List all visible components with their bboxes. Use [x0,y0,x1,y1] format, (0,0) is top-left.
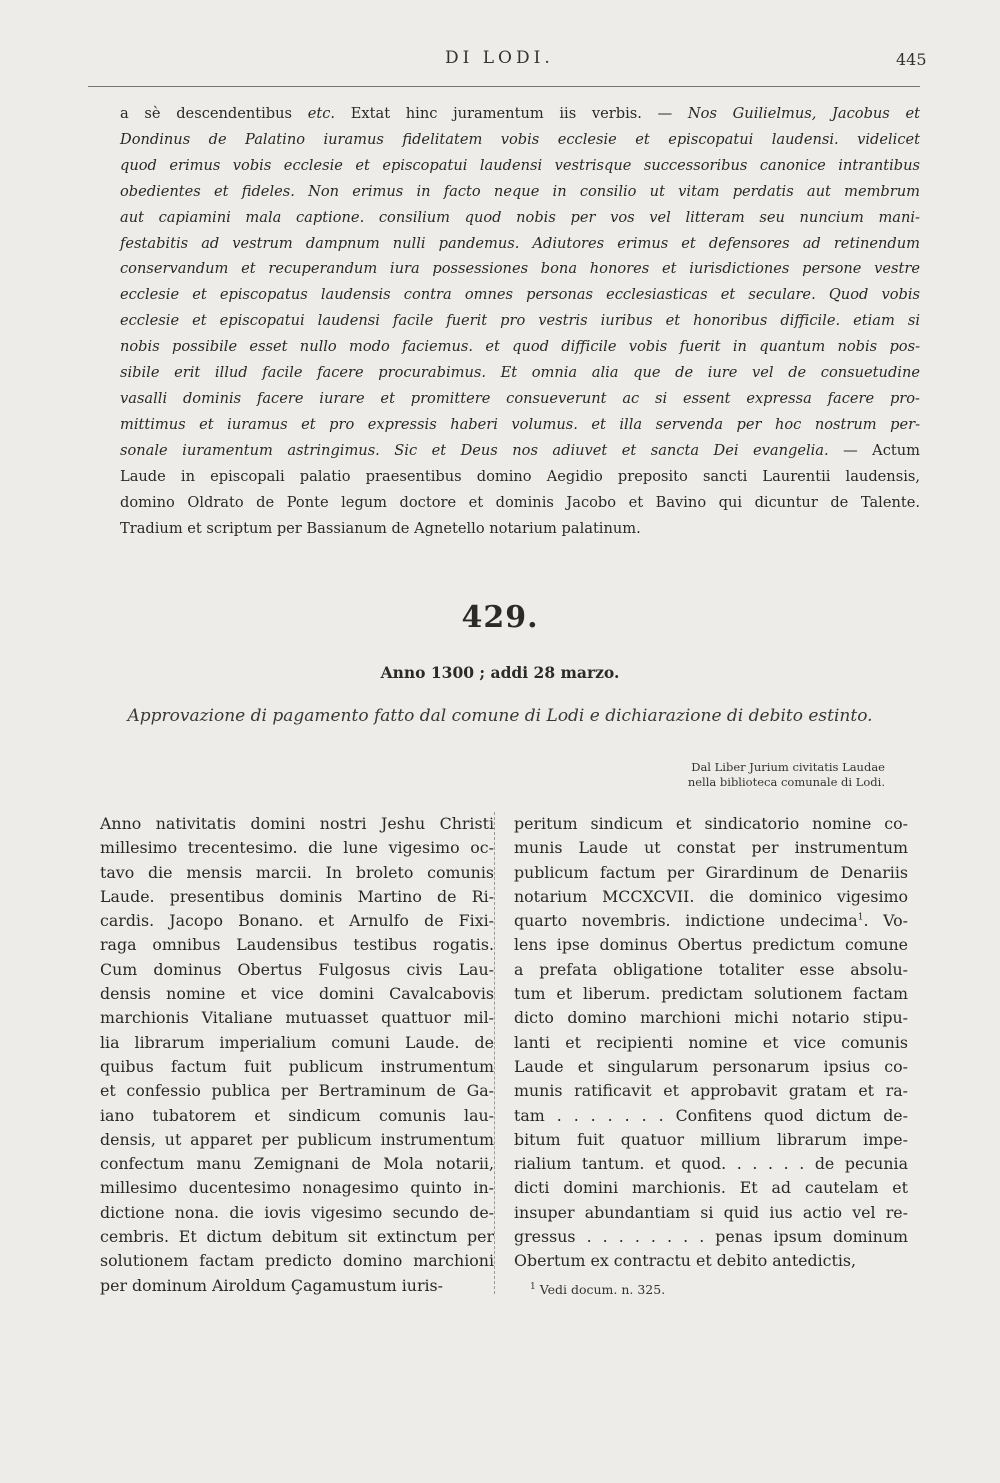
text-line: solutionem factam predicto domino marchioni [100,1251,494,1271]
text-run: Tradium et scriptum per Bassianum de Agnetello notarium palatinum. [120,519,641,537]
text-run: Laude in episcopali palatio praesentibus domino Aegidio preposito sancti Laurentii laudensis, [120,467,920,485]
text-line: tam . . . . . . . Confitens quod dictum de- [514,1105,908,1125]
header-rule [88,86,920,87]
text-line [120,101,920,127]
text-line: Obertum ex contractu et debito antedictis, [514,1251,857,1271]
carry-over-text [120,101,920,541]
text-run: vasalli dominis facere iurare et promittere consueverunt ac si essent expressa facere pro- [120,389,920,407]
text-line [120,153,920,179]
text-run: . Vo- [863,911,908,931]
text-line: cardis. Jacopo Bonano. et Arnulfo de Fixi- [100,911,494,931]
text-line [120,334,920,360]
text-line: densis nomine et vice domini Cavalcabovis [100,984,494,1004]
document-number: 429. [461,600,539,635]
footnote-reference: 1 [857,912,864,923]
text-line: Laude et singularum personarum ipsius co- [514,1056,908,1076]
text-run: aut capiamini mala captione. consilium quod nobis per vos vel litteram seu nuncium mani- [120,208,920,226]
text-line: dicto domino marchioni michi notario stipu- [514,1008,908,1028]
text-run: obedientes et fideles. Non erimus in facto neque in consilio ut vitam perdatis aut membrum [120,182,920,200]
running-title: DI LODI. [445,48,554,68]
document-date: Anno 1300 ; addi 28 marzo. [380,663,620,682]
text-line: insuper abundantiam si quid ius actio vel re- [514,1202,908,1222]
text-line: dicti domini marchionis. Et ad cautelam et [514,1178,908,1198]
text-line: Cum dominus Obertus Fulgosus civis Lau- [100,959,494,979]
text-line [120,464,920,490]
text-run: etc. [307,105,336,122]
text-line [120,127,920,153]
text-line: rialium tantum. et quod. . . . . . de pecunia [514,1154,908,1174]
text-line [120,386,920,412]
text-line [120,438,920,464]
text-line [120,231,920,257]
text-line: millesimo trecentesimo. die lune vigesimo oc- [100,838,494,858]
text-line [120,256,920,282]
text-line: bitum fuit quatuor millium librarum impe- [514,1129,908,1149]
text-line: tum et liberum. predictam solutionem factam [514,984,908,1004]
text-line: Laude. presentibus dominis Martino de Ri- [100,886,494,906]
text-line: munis ratificavit et approbavit gratam et ra- [514,1081,908,1101]
text-line: per dominum Airoldum Çagamustum iuris- [100,1275,443,1295]
text-line: quibus factum fuit publicum instrumentum [100,1056,494,1076]
source-line-1: Dal Liber Jurium civitatis Laudae [691,760,885,774]
source-note [610,760,885,790]
text-line: a prefata obligatione totaliter esse absolu- [514,959,908,979]
text-run: conservandum et recuperandum iura possessiones bona honores et iurisdictiones persone vestre [120,260,920,278]
text-line: Anno nativitatis domini nostri Jeshu Christi [100,814,494,833]
text-run: Dondinus de Palatino iuramus fidelitatem vobis ecclesie et episcopatui laudensi. videlicet [120,130,920,148]
text-run: sonale iuramentum astringimus. Sic et Deus nos adiuvet et sancta Dei evangelia. [120,441,829,459]
text-run: ecclesie et episcopatui laudensi facile fuerit pro vestris iuribus et honoribus difficile. etiam si [120,312,920,330]
text-line [120,205,920,231]
footnote-marker: 1 [530,1281,536,1292]
text-line: millesimo ducentesimo nonagesimo quinto in- [100,1178,494,1198]
footnote [530,1282,665,1297]
text-line: quarto novembris. indictione undecima$^1$. Vo- [514,911,908,931]
text-line [120,282,920,308]
left-column [100,812,494,1298]
text-line: tavo die mensis marcii. In broleto comunis [100,862,494,882]
text-line: iano tubatorem et sindicum comunis lau- [100,1105,494,1125]
text-run: mittimus et iuramus et pro expressis haberi volumus. et illa servenda per hoc nostrum per- [120,415,920,433]
page-number: 445 [896,50,927,69]
text-line: munis Laude ut constat per instrumentum [514,838,908,858]
text-line [120,490,920,516]
text-line [120,516,920,542]
text-line: cembris. Et dictum debitum sit extinctum per [100,1227,494,1247]
document-summary: Approvazione di pagamento fatto dal comune di Lodi e dichiarazione di debito estinto. [127,706,873,726]
text-line: publicum factum per Girardinum de Denariis [514,862,908,882]
text-run: quod erimus vobis ecclesie et episcopatui laudensi vestrisque successoribus canonice intrantibus [120,156,920,174]
text-line: lanti et recipienti nomine et vice comunis [514,1032,908,1052]
text-line: et confessio publica per Bertraminum de Ga- [100,1081,494,1101]
text-line: gressus . . . . . . . . penas ipsum dominum [514,1227,908,1247]
text-line: raga omnibus Laudensibus testibus rogatis. [100,935,494,955]
text-line: marchionis Vitaliane mutuasset quattuor mil- [100,1008,494,1028]
text-line: notarium MCCXCVII. die dominico vigesimo [514,886,908,906]
source-line-2: nella biblioteca comunale di Lodi. [687,775,885,789]
text-run: nobis possibile esset nullo modo faciemus. et quod difficile vobis fuerit in quantum nobis pos- [120,338,920,356]
right-column [514,812,908,1274]
text-line: confectum manu Zemignani de Mola notarii, [100,1154,494,1174]
text-line [120,412,920,438]
text-run: sibile erit illud facile facere procurabimus. Et omnia alia que de iure vel de consuetudine [120,364,920,382]
text-line [120,308,920,334]
text-run: ecclesie et episcopatus laudensis contra omnes personas ecclesiasticas et seculare. Quod vobis [120,286,920,304]
text-run: a sè descendentibus [120,105,308,122]
text-line: dictione nona. die iovis vigesimo secundo de- [100,1202,494,1222]
text-line: densis, ut apparet per publicum instrumentum [100,1129,494,1149]
text-line: peritum sindicum et sindicatorio nomine co- [514,814,908,833]
text-line: lia librarum imperialium comuni Laude. de [100,1032,494,1052]
text-line [120,360,920,386]
text-run: Nos Guilielmus, Jacobus et [687,105,920,122]
text-run: domino Oldrato de Ponte legum doctore et dominis Jacobo et Bavino qui dicuntur de Talente. [120,493,920,511]
text-run: festabitis ad vestrum dampnum nulli pandemus. Adiutores erimus et defensores ad retinendum [120,234,920,252]
text-run: — Actum [828,441,920,459]
text-run: Extat hinc juramentum iis verbis. — [335,105,688,122]
column-divider [494,812,495,1294]
text-line [120,179,920,205]
text-line: lens ipse dominus Obertus predictum comune [514,935,908,955]
footnote-text: Vedi docum. n. 325. [539,1282,666,1297]
